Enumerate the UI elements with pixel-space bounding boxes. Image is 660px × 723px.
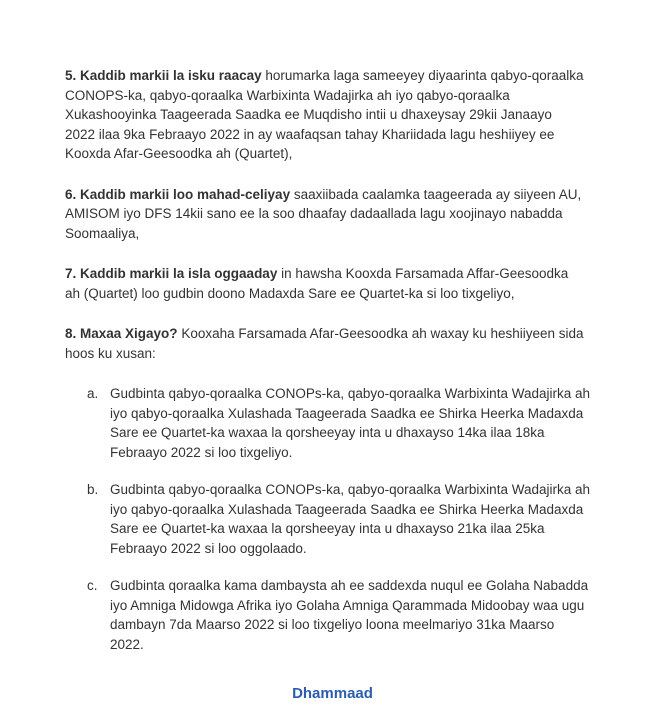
paragraph-8-lead: 8. Maxaa Xigayo?: [65, 326, 178, 341]
paragraph-7-lead: 7. Kaddib markii la isla oggaaday: [65, 266, 278, 281]
paragraph-6: [65, 185, 585, 244]
paragraph-7: [65, 264, 585, 303]
list-item-b-text: Gudbinta qabyo-qoraalka CONOPs-ka, qabyo-qoraalka Warbixinta Wadajirka ah iyo qabyo-qoraalka Xulashada Taageerada Saadka ee Shirka Heerka Madaxda Sare ee Quartet-ka waxaa la qorsheeyay inta u dhaxayso 21ka ilaa 25ka Febraayo 2022 si loo oggolaado.: [110, 482, 590, 556]
end-marker: Dhammaad: [292, 685, 373, 702]
list-item-a-marker: a.: [87, 386, 99, 401]
paragraph-5-lead: 5. Kaddib markii la isku raacay: [65, 68, 262, 83]
paragraph-6-lead: 6. Kaddib markii loo mahad-celiyay: [65, 186, 291, 202]
list-item-a: [87, 384, 590, 462]
paragraph-7-body: in hawsha Kooxda Farsamada Affar-Geesoodka ah (Quartet) loo gudbin doono Madaxda Sare ee Quartet-ka si loo tixgeliyo,: [65, 266, 569, 301]
paragraph-5-body: horumarka laga sameeyey diyaarinta qabyo-qoraalka CONOPS-ka, qabyo-qoraalka Warbixinta Wadajirka ah iyo qabyo-qoraalka Xukashooyinka Taageerada Saadka ee Muqdisho intii u dhaxeysay 29kii Janaayo 2022 ilaa 9ka Febraayo 2022 in ay waafaqsan tahay Khariidada lagu heshiiyey ee Kooxda Afar-Geesoodka ah (Quartet),: [65, 68, 584, 161]
list-item-b-marker: b.: [87, 482, 99, 497]
list-item-c-marker: c.: [87, 578, 98, 593]
paragraph-8-body: Kooxaha Farsamada Afar-Geesoodka ah waxay ku heshiiyeen sida hoos ku xusan:: [65, 326, 584, 361]
list-item-c-text: Gudbinta qoraalka kama dambaysta ah ee saddexda nuqul ee Golaha Nabadda iyo Amniga Midowga Afrika iyo Golaha Amniga Qarammada Midoobay waa ugu dambayn 7da Maarso 2022 si loo tixgeliyo loona meelmariyo 31ka Maarso 2022.: [110, 578, 589, 652]
paragraph-6-body: saaxiibada caalamka taageerada ay siiyeen AU, AMISOM iyo DFS 14kii sano ee la soo dhaafay dadaallada lagu xoojinayo nabadda Soomaaliya,: [65, 186, 582, 241]
list-item-a-text: Gudbinta qabyo-qoraalka CONOPs-ka, qabyo-qoraalka Warbixinta Wadajirka ah iyo qabyo-qoraalka Xulashada Taageerada Saadka ee Shirka Heerka Madaxda Sare ee Quartet-ka waxaa la qorsheeyay inta u dhaxayso 14ka ilaa 18ka Febraayo 2022 si loo tixgeliyo.: [110, 386, 590, 460]
paragraph-8: [65, 324, 585, 363]
list-item-c: [87, 576, 590, 654]
list-item-b: [87, 480, 590, 558]
paragraph-5: [65, 66, 585, 164]
agreement-list: [65, 384, 600, 654]
